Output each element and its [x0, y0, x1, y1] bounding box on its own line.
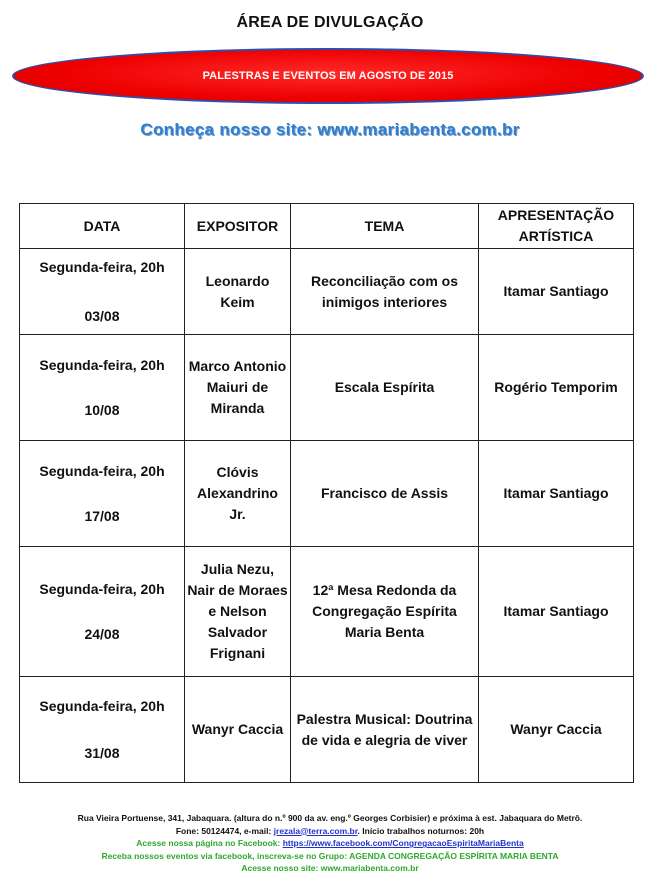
table-row [20, 677, 634, 783]
theme-cell: Palestra Musical: Doutrina de vida e alegria de viver [291, 677, 479, 783]
weekday-time: Segunda-feira, 20h [39, 462, 165, 479]
artist-cell: Rogério Temporim [479, 335, 634, 441]
phone-text: Fone: 50124474, e-mail: [175, 825, 274, 836]
artist-cell: Wanyr Caccia [479, 677, 634, 783]
date-cell [20, 441, 185, 547]
theme-cell: 12ª Mesa Redonda da Congregação Espírita Maria Benta [291, 547, 479, 677]
table-row [20, 441, 634, 547]
facebook-label: Acesse nossa página no Facebook: [136, 838, 283, 849]
weekday-time: Segunda-feira, 20h [39, 258, 165, 275]
column-header-expositor: EXPOSITOR [185, 204, 291, 249]
table-header-row [20, 204, 634, 249]
footer-facebook [0, 837, 660, 850]
footer-site[interactable]: Acesse nosso site: www.mariabenta.com.br [241, 863, 419, 874]
hours-text: . Início trabalhos noturnos: 20h [357, 825, 485, 836]
column-header-tema: TEMA [291, 204, 479, 249]
footer-group: Receba nossos eventos via facebook, inscreva-se no Grupo: AGENDA CONGREGAÇÃO ESPÍRITA MARIA BENTA [101, 850, 559, 861]
event-banner [12, 48, 644, 104]
column-header-apresentacao: APRESENTAÇÃO ARTÍSTICA [479, 204, 634, 249]
artist-cell: Itamar Santiago [479, 249, 634, 335]
event-date: 17/08 [84, 507, 120, 524]
site-link-heading[interactable]: Conheça nosso site: www.mariabenta.com.br [140, 120, 520, 139]
column-header-data: DATA [20, 204, 185, 249]
facebook-link[interactable]: https://www.facebook.com/CongregacaoEspiritaMariaBenta [282, 838, 524, 849]
footer-address: Rua Vieira Portuense, 341, Jabaquara. (altura do n.º 900 da av. eng.º Georges Corbisier) e próxima à est. Jabaquara do Metrô. [77, 813, 583, 823]
speaker-cell: Clóvis Alexandrino Jr. [185, 441, 291, 547]
table-row [20, 249, 634, 335]
artist-cell: Itamar Santiago [479, 547, 634, 677]
date-cell [20, 335, 185, 441]
event-date: 31/08 [84, 744, 120, 761]
table-row [20, 547, 634, 677]
weekday-time: Segunda-feira, 20h [39, 356, 165, 373]
date-cell [20, 547, 185, 677]
banner-text: PALESTRAS E EVENTOS EM AGOSTO DE 2015 [202, 70, 454, 82]
weekday-time: Segunda-feira, 20h [39, 580, 165, 597]
event-date: 10/08 [84, 401, 120, 418]
event-date: 24/08 [84, 625, 120, 642]
speaker-cell: Marco Antonio Maiuri de Miranda [185, 335, 291, 441]
theme-cell: Francisco de Assis [291, 441, 479, 547]
table-row [20, 335, 634, 441]
email-link[interactable]: jrezala@terra.com.br [273, 825, 358, 836]
event-date: 03/08 [84, 307, 120, 324]
date-cell [20, 677, 185, 783]
speaker-cell: Wanyr Caccia [185, 677, 291, 783]
speaker-cell: Julia Nezu, Nair de Moraes e Nelson Salvador Frignani [185, 547, 291, 677]
weekday-time: Segunda-feira, 20h [39, 697, 165, 714]
footer [0, 812, 660, 875]
theme-cell: Escala Espírita [291, 335, 479, 441]
footer-contact [0, 825, 660, 838]
theme-cell: Reconciliação com os inimigos interiores [291, 249, 479, 335]
page-title: ÁREA DE DIVULGAÇÃO [236, 14, 424, 31]
speaker-cell: Leonardo Keim [185, 249, 291, 335]
events-table [19, 203, 634, 783]
artist-cell: Itamar Santiago [479, 441, 634, 547]
date-cell [20, 249, 185, 335]
